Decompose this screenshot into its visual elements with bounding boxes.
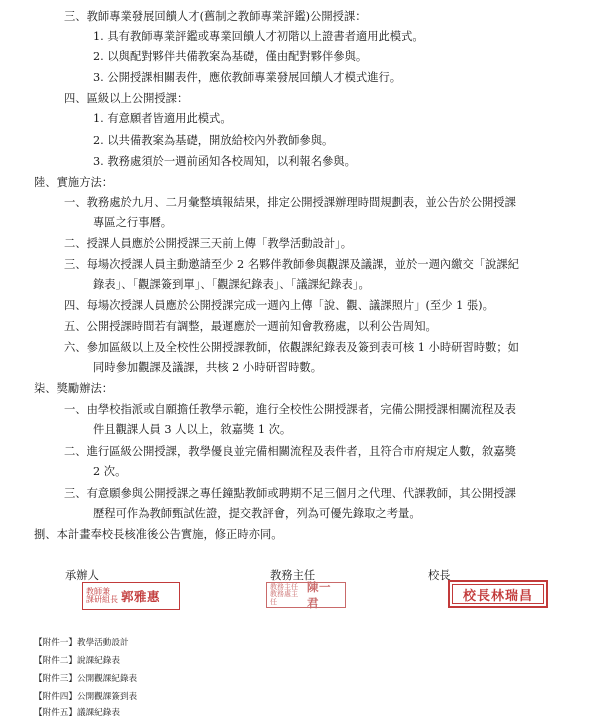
qi-item-3: 三、有意願參與公開授課之專任鐘點教師或聘期不足三個月之代理、代課教師，其公開授課	[64, 487, 516, 500]
section-4-item-2: 2. 以共備教案為基礎，開放給校內外教師參與。	[93, 134, 334, 147]
handler-seal-title-1: 教師兼	[86, 586, 110, 596]
lu-item-2: 二、授課人員應於公開授課三天前上傳「教學活動設計」。	[64, 237, 353, 250]
lu-item-4: 四、每場次授課人員應於公開授課完成一週內上傳「說、觀、議課照片」(至少 1 張)。	[64, 299, 494, 312]
attachment-item: 【附件五】議課紀錄表	[34, 708, 120, 718]
director-seal-title-1: 教務主任	[270, 582, 298, 591]
director-seal-title-2: 教務處主任	[270, 590, 298, 606]
lu-item-6-cont: 同時參加觀課及議課，共核 2 小時研習時數。	[93, 361, 323, 374]
section-4-item-3: 3. 教務處須於一週前函知各校周知，以利報名參與。	[93, 155, 356, 168]
section-4-heading: 四、區級以上公開授課：	[64, 92, 189, 105]
handler-seal-stamp	[82, 582, 180, 610]
principal-seal-stamp	[448, 580, 548, 608]
lu-item-5: 五、公開授課時間若有調整，最遲應於一週前知會教務處，以利公告周知。	[64, 320, 437, 333]
section-ba: 捌、本計畫奉校長核准後公告實施，修正時亦同。	[34, 528, 283, 541]
lu-item-6: 六、參加區級以上及全校性公開授課教師，依觀課紀錄表及簽到表可核 1 小時研習時數；如	[64, 341, 519, 354]
signature-label-principal: 校長	[428, 569, 451, 582]
section-4-item-1: 1. 有意願者皆適用此模式。	[93, 112, 232, 125]
section-qi-heading: 柒、獎勵辦法：	[34, 382, 114, 395]
section-3-item-2: 2. 以與配對夥伴共備教案為基礎，僅由配對夥伴參與。	[93, 50, 368, 63]
qi-item-1-cont: 件且觀課人員 3 人以上，敘嘉獎 1 次。	[93, 423, 292, 436]
section-3-item-1: 1. 具有教師專業評鑑或專業回饋人才初階以上證書者適用此模式。	[93, 30, 424, 43]
attachment-item: 【附件三】公開觀課紀錄表	[34, 674, 138, 684]
qi-item-2: 二、進行區級公開授課，教學優良並完備相關流程及表件者，且符合市府規定人數，敘嘉獎	[64, 445, 516, 458]
lu-item-3-cont: 錄表」、「觀課簽到單」、「觀課紀錄表」、「議課紀錄表」。	[93, 278, 370, 291]
lu-item-1: 一、教務處於九月、二月彙整填報結果，排定公開授課辦理時間規劃表，並公告於公開授課	[64, 196, 516, 209]
section-3-item-3: 3. 公開授課相關表件，應依教師專業發展回饋人才模式進行。	[93, 71, 402, 84]
academic-director-seal-stamp	[266, 582, 346, 608]
director-seal-name: 陳一君	[307, 580, 332, 610]
principal-seal-name: 校長林瑞昌	[462, 588, 533, 604]
signature-label-academic-director: 教務主任	[270, 569, 316, 582]
section-lu-heading: 陸、實施方法：	[34, 176, 114, 189]
lu-item-3: 三、每場次授課人員主動邀請至少 2 名夥伴教師參與觀課及議課，並於一週內繳交「說課紀	[64, 258, 519, 271]
lu-item-1-cont: 專區之行事曆。	[93, 216, 173, 229]
section-3-heading: 三、教師專業發展回饋人才(舊制之教師專業評鑑)公開授課：	[64, 10, 367, 23]
attachment-item: 【附件四】公開觀課簽到表	[34, 692, 138, 702]
attachment-item: 【附件二】說課紀錄表	[34, 656, 120, 666]
qi-item-3-cont: 歷程可作為教師甄試佐證，提交教評會，列為可優先錄取之考量。	[93, 507, 421, 520]
handler-seal-name: 郭雅惠	[121, 589, 161, 604]
qi-item-2-cont: 2 次。	[93, 465, 127, 478]
attachment-item: 【附件一】教學活動設計	[34, 638, 129, 648]
qi-item-1: 一、由學校指派或自願擔任教學示範，進行全校性公開授課者，完備公開授課相關流程及表	[64, 403, 516, 416]
handler-seal-title-2: 課研組長	[86, 595, 118, 604]
signature-label-handler: 承辦人	[65, 569, 99, 582]
